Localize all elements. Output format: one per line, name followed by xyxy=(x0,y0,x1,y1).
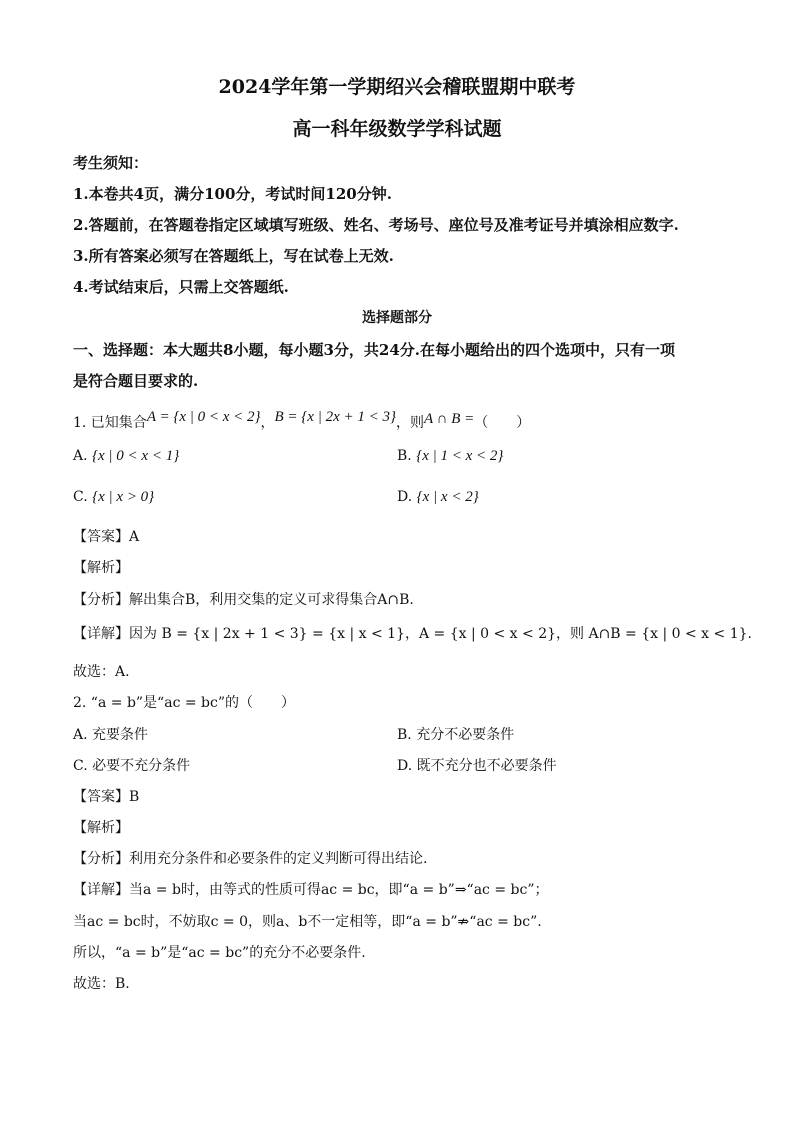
option-text: {x | x < 2} xyxy=(416,489,479,505)
notice-item-4: 4.考试结束后，只需上交答题纸. xyxy=(73,278,289,296)
q1-then: ，则 xyxy=(395,415,424,431)
xiangjie-label: 【详解】 xyxy=(73,626,129,642)
q1-option-a xyxy=(73,448,179,465)
q2-jiexi: 【解析】 xyxy=(73,820,129,836)
option-text: 既不充分也不必要条件 xyxy=(416,758,557,774)
q1-answer: 【答案】A xyxy=(73,529,140,545)
fenxi-text: 解出集合B，利用交集的定义可求得集合A∩B. xyxy=(129,592,414,608)
option-text: {x | x > 0} xyxy=(92,489,155,505)
q1-jiexi: 【解析】 xyxy=(73,560,129,576)
q2-fenxi xyxy=(73,848,427,868)
q1-fenxi xyxy=(73,589,414,609)
option-label: D. xyxy=(397,489,413,505)
xiangjie-text: 因为 B = {x | 2x + 1 < 3} = {x | x < 1}，A = {x | 0 < x < 2}，则 A∩B = {x | 0 < x < 1}. xyxy=(129,626,752,642)
part1-heading-line2: 是符合题目要求的. xyxy=(73,372,199,390)
q1-option-d xyxy=(397,489,479,506)
fenxi-label: 【分析】 xyxy=(73,851,129,867)
option-label: B. xyxy=(397,448,412,464)
q2-choose: 故选：B. xyxy=(73,976,130,992)
q2-option-a xyxy=(73,724,148,744)
option-label: C. xyxy=(73,489,88,505)
option-text: {x | 1 < x < 2} xyxy=(416,448,504,464)
notice-item-3: 3.所有答案必须写在答题纸上，写在试卷上无效. xyxy=(73,247,394,265)
fenxi-label: 【分析】 xyxy=(73,592,129,608)
q2-option-d xyxy=(397,755,557,775)
q2-xiangjie-line3: 所以，“a = b”是“ac = bc”的充分不必要条件. xyxy=(73,945,366,961)
option-label: A. xyxy=(73,448,88,464)
option-text: 必要不充分条件 xyxy=(92,758,191,774)
exam-title: 2024学年第一学期绍兴会稽联盟期中联考 xyxy=(218,76,576,98)
section-title: 选择题部分 xyxy=(362,310,432,326)
option-label: C. xyxy=(73,758,88,774)
q1-set-b: B = {x | 2x + 1 < 3} xyxy=(274,409,396,425)
q1-set-a: A = {x | 0 < x < 2} xyxy=(146,409,261,425)
fenxi-text: 利用充分条件和必要条件的定义判断可得出结论. xyxy=(129,851,428,867)
q2-xiangjie xyxy=(73,879,548,899)
notice-item-2: 2.答题前，在答题卷指定区域填写班级、姓名、考场号、座位号及准考证号并填涂相应数字. xyxy=(73,216,679,234)
q1-paren: （ ） xyxy=(474,415,531,431)
xiangjie-text: 当a = b时，由等式的性质可得ac = bc，即“a = b”⇒“ac = bc”； xyxy=(129,882,549,898)
q2-option-b xyxy=(397,724,514,744)
q2-answer: 【答案】B xyxy=(73,789,140,805)
q2-xiangjie-line2: 当ac = bc时，不妨取c = 0，则a、b不一定相等，即“a = b”⇏“ac = bc”. xyxy=(73,914,542,930)
q1-sep: ， xyxy=(260,415,275,431)
q2-option-c xyxy=(73,755,190,775)
q1-prefix: 1. 已知集合 xyxy=(73,415,147,431)
option-label: A. xyxy=(73,727,88,743)
xiangjie-label: 【详解】 xyxy=(73,882,129,898)
q1-option-b xyxy=(397,448,503,465)
q1-choose: 故选：A. xyxy=(73,664,130,680)
notice-item-1: 1.本卷共4页，满分100分，考试时间120分钟. xyxy=(73,185,392,203)
exam-subtitle: 高一科年级数学学科试题 xyxy=(292,118,502,140)
option-text: 充要条件 xyxy=(92,727,149,743)
q1-expr: A ∩ B = xyxy=(423,411,475,427)
q1-option-c xyxy=(73,489,154,506)
part1-heading-line1: 一、选择题：本大题共8小题，每小题3分，共24分.在每小题给出的四个选项中，只有一项 xyxy=(73,341,675,359)
option-text: 充分不必要条件 xyxy=(416,727,515,743)
q1-stem xyxy=(73,409,531,432)
q2-stem: 2. “a = b”是“ac = bc”的（ ） xyxy=(73,695,295,711)
option-label: B. xyxy=(397,727,412,743)
option-text: {x | 0 < x < 1} xyxy=(92,448,180,464)
q1-xiangjie xyxy=(73,623,752,643)
notice-title: 考生须知： xyxy=(73,154,149,172)
option-label: D. xyxy=(397,758,413,774)
